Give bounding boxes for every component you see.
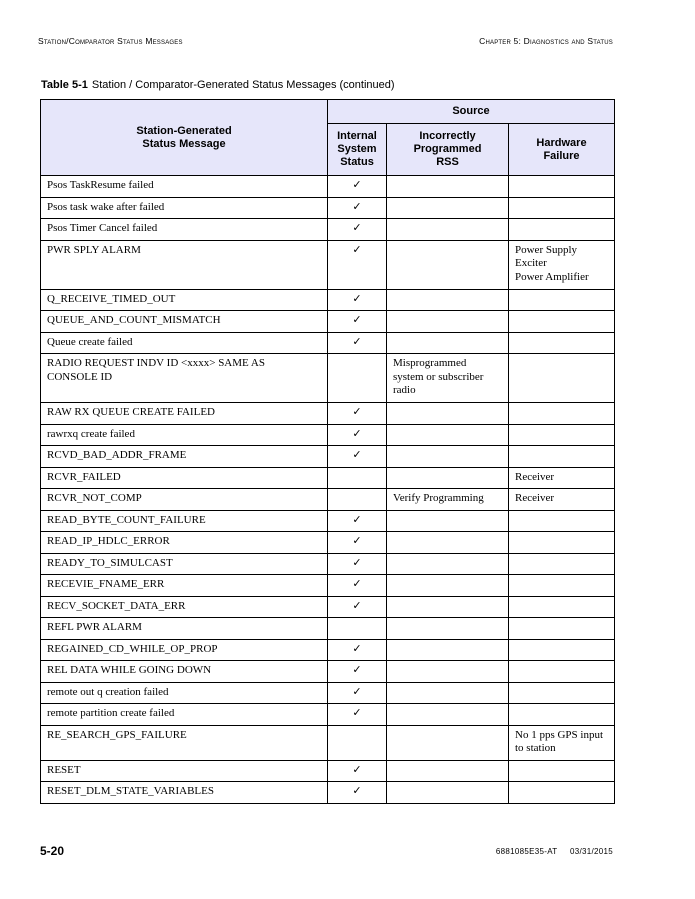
- cell-hardware-failure: [509, 596, 615, 618]
- cell-hardware-failure: [509, 553, 615, 575]
- cell-message: READ_BYTE_COUNT_FAILURE: [41, 510, 328, 532]
- cell-incorrect-rss: [387, 782, 509, 804]
- cell-message: REL DATA WHILE GOING DOWN: [41, 661, 328, 683]
- cell-incorrect-rss: [387, 725, 509, 760]
- cell-hardware-failure: [509, 446, 615, 468]
- table-row: [41, 704, 615, 726]
- cell-internal-status: ✓: [328, 424, 387, 446]
- cell-message: REFL PWR ALARM: [41, 618, 328, 640]
- table-row: [41, 782, 615, 804]
- table-row: [41, 661, 615, 683]
- cell-message: RADIO REQUEST INDV ID <xxxx> SAME AS CONSOLE ID: [41, 354, 328, 403]
- cell-message: remote out q creation failed: [41, 682, 328, 704]
- table-row: [41, 289, 615, 311]
- table-row: [41, 760, 615, 782]
- cell-internal-status: [328, 354, 387, 403]
- cell-message: RECV_SOCKET_DATA_ERR: [41, 596, 328, 618]
- cell-internal-status: ✓: [328, 219, 387, 241]
- table-row: [41, 532, 615, 554]
- cell-incorrect-rss: [387, 467, 509, 489]
- cell-message: PWR SPLY ALARM: [41, 240, 328, 289]
- cell-incorrect-rss: [387, 510, 509, 532]
- cell-incorrect-rss: [387, 311, 509, 333]
- table-row: [41, 332, 615, 354]
- cell-message: Queue create failed: [41, 332, 328, 354]
- cell-hardware-failure: [509, 176, 615, 198]
- cell-message: READ_IP_HDLC_ERROR: [41, 532, 328, 554]
- table-row: [41, 639, 615, 661]
- cell-internal-status: ✓: [328, 289, 387, 311]
- cell-message: REGAINED_CD_WHILE_OP_PROP: [41, 639, 328, 661]
- cell-hardware-failure: Power Supply Exciter Power Amplifier: [509, 240, 615, 289]
- cell-hardware-failure: [509, 782, 615, 804]
- col-header-source: Source: [328, 100, 615, 124]
- table-row: [41, 510, 615, 532]
- cell-hardware-failure: [509, 661, 615, 683]
- cell-incorrect-rss: [387, 197, 509, 219]
- cell-hardware-failure: [509, 510, 615, 532]
- cell-message: Psos Timer Cancel failed: [41, 219, 328, 241]
- cell-hardware-failure: No 1 pps GPS input to station: [509, 725, 615, 760]
- cell-incorrect-rss: Misprogrammed system or subscriber radio: [387, 354, 509, 403]
- cell-message: READY_TO_SIMULCAST: [41, 553, 328, 575]
- cell-hardware-failure: Receiver: [509, 489, 615, 511]
- cell-hardware-failure: [509, 403, 615, 425]
- cell-message: RAW RX QUEUE CREATE FAILED: [41, 403, 328, 425]
- table-row: [41, 467, 615, 489]
- col-header-internal-status: Internal System Status: [328, 124, 387, 176]
- cell-internal-status: ✓: [328, 639, 387, 661]
- cell-hardware-failure: [509, 311, 615, 333]
- table-row: [41, 446, 615, 468]
- cell-message: RE_SEARCH_GPS_FAILURE: [41, 725, 328, 760]
- col-header-hardware-failure: Hardware Failure: [509, 124, 615, 176]
- cell-internal-status: [328, 489, 387, 511]
- cell-internal-status: ✓: [328, 311, 387, 333]
- cell-incorrect-rss: [387, 553, 509, 575]
- cell-hardware-failure: [509, 618, 615, 640]
- table-row: [41, 197, 615, 219]
- table-row: [41, 219, 615, 241]
- cell-internal-status: ✓: [328, 760, 387, 782]
- cell-internal-status: ✓: [328, 575, 387, 597]
- running-header-right: Chapter 5: Diagnostics and Status: [479, 36, 613, 46]
- cell-internal-status: ✓: [328, 240, 387, 289]
- table-row: [41, 489, 615, 511]
- document-id: 6881085E35-AT 03/31/2015: [495, 847, 613, 856]
- cell-internal-status: [328, 618, 387, 640]
- cell-internal-status: ✓: [328, 532, 387, 554]
- cell-message: Psos TaskResume failed: [41, 176, 328, 198]
- cell-internal-status: ✓: [328, 510, 387, 532]
- cell-hardware-failure: [509, 354, 615, 403]
- table-row: [41, 596, 615, 618]
- cell-internal-status: ✓: [328, 596, 387, 618]
- cell-internal-status: ✓: [328, 704, 387, 726]
- cell-hardware-failure: [509, 639, 615, 661]
- col-header-message: Station-Generated Status Message: [41, 100, 328, 176]
- cell-message: rawrxq create failed: [41, 424, 328, 446]
- cell-message: RCVR_FAILED: [41, 467, 328, 489]
- cell-message: RESET: [41, 760, 328, 782]
- cell-incorrect-rss: [387, 289, 509, 311]
- cell-hardware-failure: Receiver: [509, 467, 615, 489]
- cell-incorrect-rss: [387, 532, 509, 554]
- cell-internal-status: [328, 725, 387, 760]
- col-header-incorrect-rss: Incorrectly Programmed RSS: [387, 124, 509, 176]
- cell-incorrect-rss: [387, 618, 509, 640]
- cell-internal-status: ✓: [328, 403, 387, 425]
- cell-hardware-failure: [509, 219, 615, 241]
- cell-incorrect-rss: [387, 446, 509, 468]
- table-body: [41, 176, 615, 804]
- cell-incorrect-rss: [387, 176, 509, 198]
- cell-message: RCVD_BAD_ADDR_FRAME: [41, 446, 328, 468]
- cell-incorrect-rss: [387, 240, 509, 289]
- cell-incorrect-rss: [387, 704, 509, 726]
- cell-hardware-failure: [509, 289, 615, 311]
- table-row: [41, 403, 615, 425]
- cell-internal-status: ✓: [328, 782, 387, 804]
- page-number: 5-20: [40, 844, 65, 858]
- cell-internal-status: ✓: [328, 682, 387, 704]
- cell-message: QUEUE_AND_COUNT_MISMATCH: [41, 311, 328, 333]
- cell-incorrect-rss: [387, 403, 509, 425]
- cell-internal-status: ✓: [328, 176, 387, 198]
- table-row: [41, 424, 615, 446]
- cell-message: RECEVIE_FNAME_ERR: [41, 575, 328, 597]
- cell-internal-status: [328, 467, 387, 489]
- cell-hardware-failure: [509, 704, 615, 726]
- table-caption-text: Station / Comparator-Generated Status Messages (continued): [91, 79, 395, 91]
- status-messages-table: [40, 99, 615, 804]
- cell-incorrect-rss: [387, 596, 509, 618]
- cell-hardware-failure: [509, 424, 615, 446]
- table-caption: [41, 79, 395, 91]
- table-row: [41, 725, 615, 760]
- cell-internal-status: ✓: [328, 553, 387, 575]
- cell-hardware-failure: [509, 575, 615, 597]
- cell-incorrect-rss: [387, 760, 509, 782]
- running-header-left: Station/Comparator Status Messages: [38, 36, 183, 46]
- cell-incorrect-rss: Verify Programming: [387, 489, 509, 511]
- cell-hardware-failure: [509, 682, 615, 704]
- cell-incorrect-rss: [387, 575, 509, 597]
- table-row: [41, 240, 615, 289]
- cell-internal-status: ✓: [328, 197, 387, 219]
- cell-hardware-failure: [509, 532, 615, 554]
- table-row: [41, 618, 615, 640]
- cell-hardware-failure: [509, 197, 615, 219]
- table-caption-label: Table 5-1: [41, 79, 88, 91]
- cell-internal-status: ✓: [328, 661, 387, 683]
- cell-incorrect-rss: [387, 219, 509, 241]
- cell-message: Psos task wake after failed: [41, 197, 328, 219]
- cell-incorrect-rss: [387, 661, 509, 683]
- cell-incorrect-rss: [387, 424, 509, 446]
- cell-hardware-failure: [509, 332, 615, 354]
- cell-message: RCVR_NOT_COMP: [41, 489, 328, 511]
- cell-incorrect-rss: [387, 682, 509, 704]
- cell-internal-status: ✓: [328, 446, 387, 468]
- cell-hardware-failure: [509, 760, 615, 782]
- cell-message: RESET_DLM_STATE_VARIABLES: [41, 782, 328, 804]
- table-row: [41, 311, 615, 333]
- table-row: [41, 354, 615, 403]
- table-row: [41, 682, 615, 704]
- cell-message: Q_RECEIVE_TIMED_OUT: [41, 289, 328, 311]
- cell-message: remote partition create failed: [41, 704, 328, 726]
- cell-internal-status: ✓: [328, 332, 387, 354]
- cell-incorrect-rss: [387, 639, 509, 661]
- cell-incorrect-rss: [387, 332, 509, 354]
- table-row: [41, 553, 615, 575]
- table-row: [41, 575, 615, 597]
- table-row: [41, 176, 615, 198]
